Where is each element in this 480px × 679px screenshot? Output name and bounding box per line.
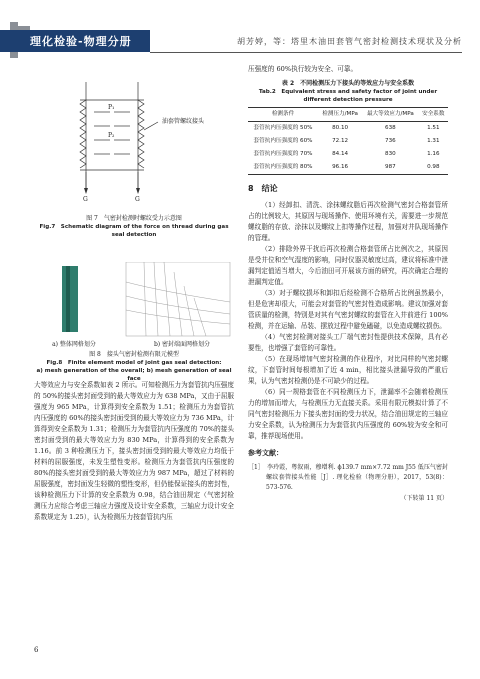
- fig7-caption-cn: 图 7 气密封检测时螺纹受力示意图: [86, 215, 182, 222]
- cell: 987: [385, 164, 396, 170]
- label-g-right: G: [135, 196, 140, 203]
- cell: 84.14: [332, 151, 349, 157]
- cell: 套管抗内压强度的 80%: [253, 164, 313, 170]
- fig8-caption-en-2: a) mesh generation of the overall; b) mesh generation of seal face: [36, 368, 232, 382]
- figure-7: [34, 80, 234, 238]
- right-column: [248, 64, 448, 504]
- cell: 72.12: [332, 138, 349, 144]
- th-condition: 检测条件: [271, 111, 295, 117]
- fig8-caption-cn: 图 8 接头气密封检测有限元模型: [89, 351, 179, 358]
- table-row: [248, 161, 448, 175]
- right-top-text: 压强度的 60%执行较为安全、可靠。: [248, 65, 358, 73]
- cell: 1.16: [427, 151, 440, 157]
- table2-title-en-1: Tab.2 Equivalent stress and safety factor of joint under: [258, 89, 438, 95]
- page-header: [0, 0, 480, 62]
- conclusion-2: （2）排除外界干扰后再次检测合格套管所占比例次之，其原因是受井位和空气湿度的影响，同时仪器灵敏度过高，建议将标准中泄漏判定值适当增大，今后油田可开展该方面的研究，再次确定合理的泄漏判定值。: [248, 245, 448, 286]
- reference-1: ［1］ 李玲霞，粤叙雨，穆增利. ϕ139.7 mm×7.72 mm J55 低压气密封螺纹套管接头性能［J］. 理化检验（物理分册），2017，53(8)：573-576.: [248, 464, 448, 491]
- conclusion-6: （6）同一规格套管在不同检测压力下，泄漏率不会随着检测压力的增加而增大，与检测压力无直接关系。采用有限元模拟计算了不同气密封检测压力下接头密封面的受力状况，结合油田规定的三轴应力安全系数，认为检测压力为套管抗内压强度的 60%较为安全和可靠，推荐现场使用。: [248, 388, 448, 440]
- th-pressure: 检测压力/MPa: [322, 111, 358, 117]
- header-rule: [150, 52, 462, 53]
- conclusion-1: （1）经卸扣、清洗、涂抹螺纹脂后再次检测气密封合格套管所占的比例较大，其原因与现场操作、使用环境有关，需要进一步规范螺纹脂的存放、涂抹以及螺纹上扣等操作过程，加强对井队现场操作的管理。: [248, 201, 448, 242]
- label-g-left: G: [83, 196, 88, 203]
- cell: 638: [385, 125, 396, 131]
- journal-name: 理化检验-物理分册: [30, 35, 132, 48]
- cell: 1.31: [427, 138, 440, 144]
- references-heading: 参考文献：: [248, 449, 283, 457]
- table2-title-en-2: different detection pressure: [303, 97, 393, 103]
- cell: 0.98: [427, 164, 440, 170]
- th-safety: 安全系数: [422, 111, 445, 117]
- cell: 套管抗内压强度的 70%: [253, 151, 313, 157]
- thread-force-diagram: [34, 80, 234, 212]
- label-p1: P₁: [108, 104, 115, 111]
- table-row: [248, 135, 448, 148]
- cell: 80.10: [332, 125, 349, 131]
- left-body-text: 大等效应力与安全系数如表 2 所示。可知检测压力为套管抗内压强度的 50%的接头密封面受到的最大等效应力为 638 MPa，又由于屈服强度为 965 MPa，计算得到安全系数为 1.51；检测压力为套管抗内压强度的 60%的接头密封面受到的最大等效应力为 736 MPa，计算得到安全系数为 1.31；检测压力为套管抗内压强度的 70%的接头密封面受到的最大等效应力为 830 MPa，计算得到的安全系数为 1.16。前 3 种检测压力下，接头密封面受到的最大等效应力均低于材料的屈服强度，未发生塑性变形。检测压力为套管抗内压强度的 80%的接头密封面受到的最大等效应力为 987 MPa，超过了材料的屈服强度，密封面发生轻微的塑性变形，但仍能保证接头的密封性，该种检测压力下计算的安全系数为 0.98，结合油田规定（气密封检测压力应综合考虑三轴应力强度及设计安全系数，三轴应力设计安全系数规定为 1.25），认为检测压力按套管抗内压: [34, 381, 235, 521]
- figure-8: [34, 262, 234, 382]
- th-stress: 最大等效应力/MPa: [366, 111, 414, 117]
- fig8-caption-en-1: Fig.8 Finite element model of joint gas seal detection:: [46, 360, 222, 366]
- cell: 套管抗内压强度的 60%: [253, 138, 313, 144]
- page-number: 6: [34, 646, 39, 654]
- left-column: [34, 380, 234, 523]
- label-bolt: 油套管螺纹接头: [162, 118, 205, 125]
- fig8-sub-b: b) 密封端面网格划分: [153, 341, 211, 348]
- running-title: 胡芳婷，等：塔里木油田套管气密封检测技术现状及分析: [237, 37, 462, 46]
- cell: 830: [385, 151, 396, 157]
- table2-title-cn: 表 2 不同检测压力下接头的等效应力与安全系数: [281, 80, 415, 87]
- table-header-row: [248, 108, 448, 122]
- fig8-sub-a: a) 整体网格划分: [52, 341, 96, 348]
- section-title: 8 结论: [248, 184, 278, 193]
- fig7-caption-en: Fig.7 Schematic diagram of the force on thread during gas seal detection: [39, 224, 229, 238]
- table-2: [248, 107, 448, 175]
- conclusion-4: （4）气密封检测对接头工厂端气密封性提供技术保障，具有必要性，也增强了套管的可靠性。: [248, 333, 448, 352]
- label-p2: P₂: [108, 132, 115, 139]
- cell: 96.16: [332, 164, 349, 170]
- conclusion-3: （3）对于螺纹损坏和卸扣后经检测不合格所占比例虽然最小，但是危害却很大，可能会对套管的气密封性造成影响。建议加强对套管质量的检测，特别是对其有气密封螺纹的套管在入井前进行 100%检测，并在运输、吊装、摆放过程中避免磕碰，以免造成螺纹损伤。: [248, 289, 448, 330]
- table-row: [248, 122, 448, 136]
- cell: 套管抗内压强度的 50%: [253, 125, 313, 131]
- continued-note: （下转第 11 页）: [400, 495, 448, 502]
- table-row: [248, 148, 448, 161]
- conclusion-5: （5）在现场增加气密封检测的作业程序，对比同样的气密封螺纹，下套管时间每根增加了近 4 min，相比接头泄漏导致的严重后果，认为气密封检测仍是不可缺少的过程。: [248, 355, 448, 385]
- cell: 1.51: [427, 125, 440, 131]
- fem-mesh-images: [34, 262, 234, 340]
- cell: 736: [385, 138, 396, 144]
